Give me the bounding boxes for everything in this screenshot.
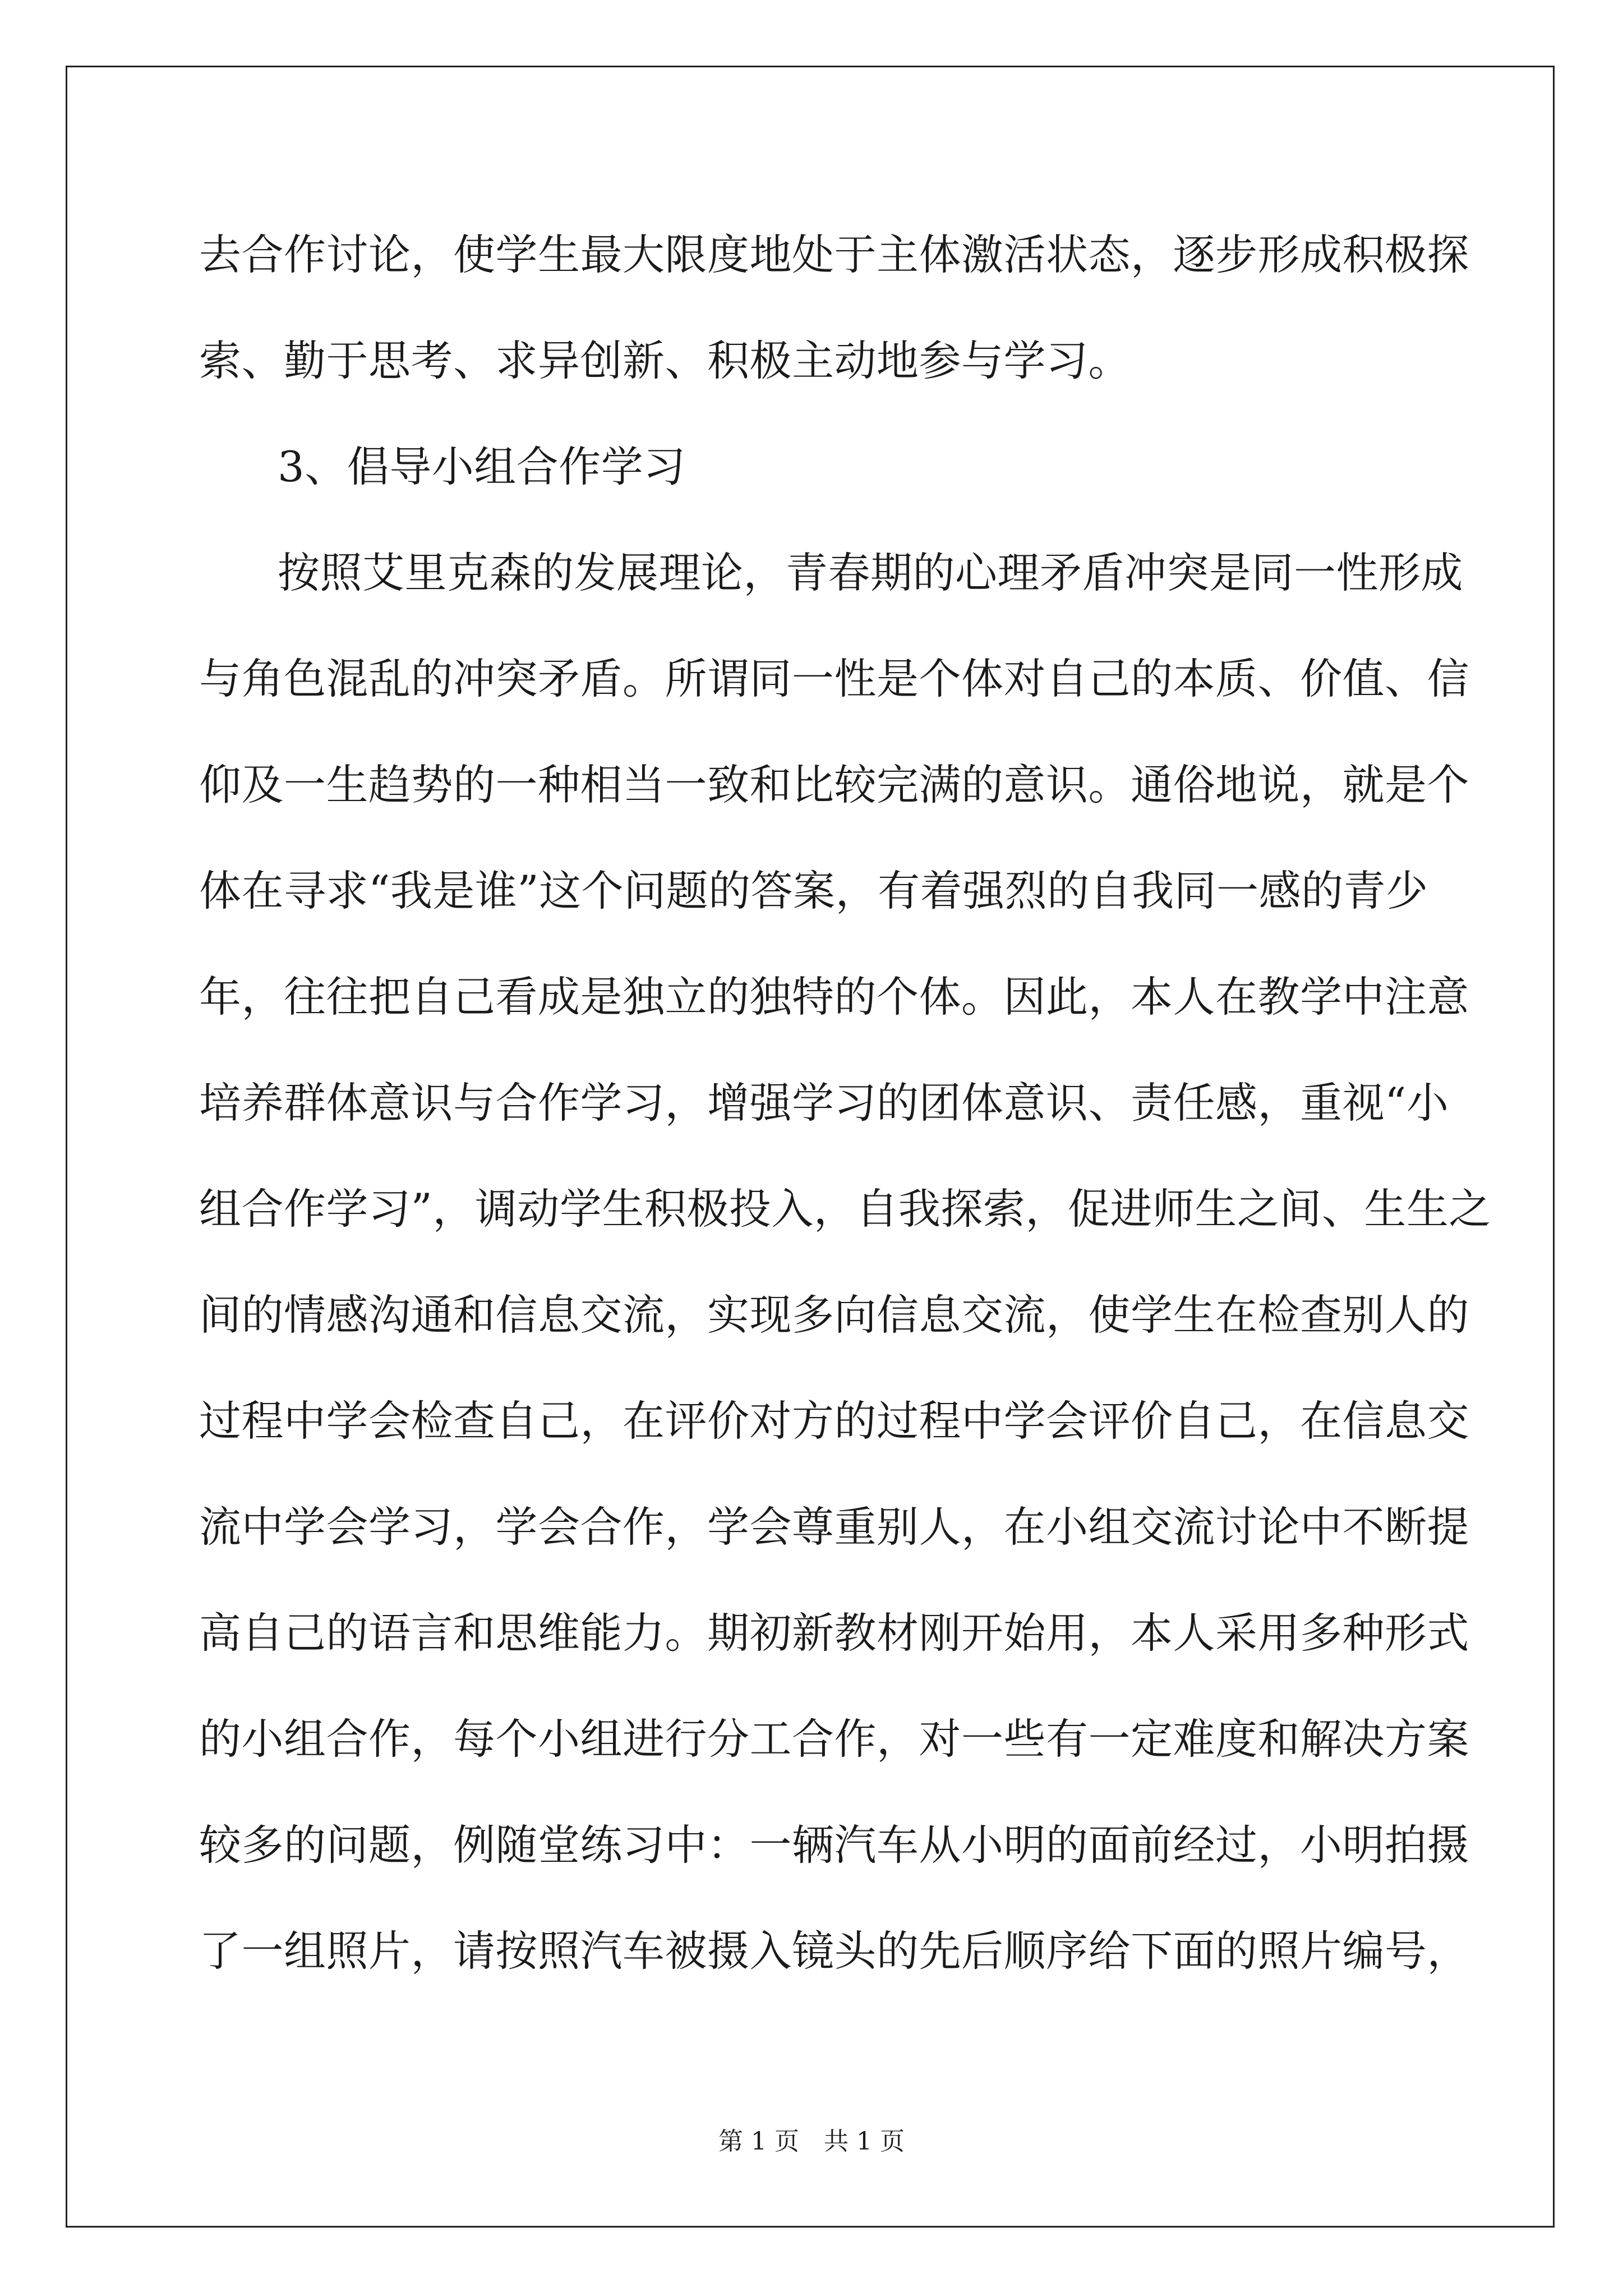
text-line: 索、勤于思考、求异创新、积极主动地参与学习。 xyxy=(199,336,1131,385)
section-heading: 3、倡导小组合作学习 xyxy=(278,442,686,491)
text-line: 与角色混乱的冲突矛盾。所谓同一性是个体对自己的本质、价值、信 xyxy=(199,654,1470,703)
text-line: 去合作讨论，使学生最大限度地处于主体激活状态，逐步形成积极探 xyxy=(199,230,1470,279)
paragraph-first-line: 按照艾里克森的发展理论，青春期的心理矛盾冲突是同一性形成 xyxy=(278,548,1464,597)
text-line: 较多的问题，例随堂练习中：一辆汽车从小明的面前经过，小明拍摄 xyxy=(199,1820,1470,1870)
page-footer xyxy=(0,2125,1623,2159)
text-line: 培养群体意识与合作学习，增强学习的团体意识、责任感，重视“小 xyxy=(199,1078,1449,1128)
page-number: 第 1 页 xyxy=(718,2127,799,2156)
document-body xyxy=(199,202,1491,2004)
text-line: 过程中学会检查自己，在评价对方的过程中学会评价自己，在信息交 xyxy=(199,1396,1470,1446)
page-total: 共 1 页 xyxy=(824,2127,905,2156)
text-line: 高自己的语言和思维能力。期初新教材刚开始用，本人采用多种形式 xyxy=(199,1608,1470,1658)
text-line: 仰及一生趋势的一种相当一致和比较完满的意识。通俗地说，就是个 xyxy=(199,760,1470,809)
text-line: 体在寻求“我是谁”这个问题的答案，有着强烈的自我同一感的青少 xyxy=(199,866,1428,915)
text-line: 组合作学习”，调动学生积极投入，自我探索，促进师生之间、生生之 xyxy=(199,1184,1491,1234)
text-line: 流中学会学习，学会合作，学会尊重别人，在小组交流讨论中不断提 xyxy=(199,1502,1470,1552)
text-line: 间的情感沟通和信息交流，实现多向信息交流，使学生在检查别人的 xyxy=(199,1290,1470,1340)
text-line: 的小组合作，每个小组进行分工合作，对一些有一定难度和解决方案 xyxy=(199,1714,1470,1764)
text-line: 了一组照片，请按照汽车被摄入镜头的先后顺序给下面的照片编号， xyxy=(199,1926,1470,1976)
text-line: 年，往往把自己看成是独立的独特的个体。因此，本人在教学中注意 xyxy=(199,972,1470,1022)
